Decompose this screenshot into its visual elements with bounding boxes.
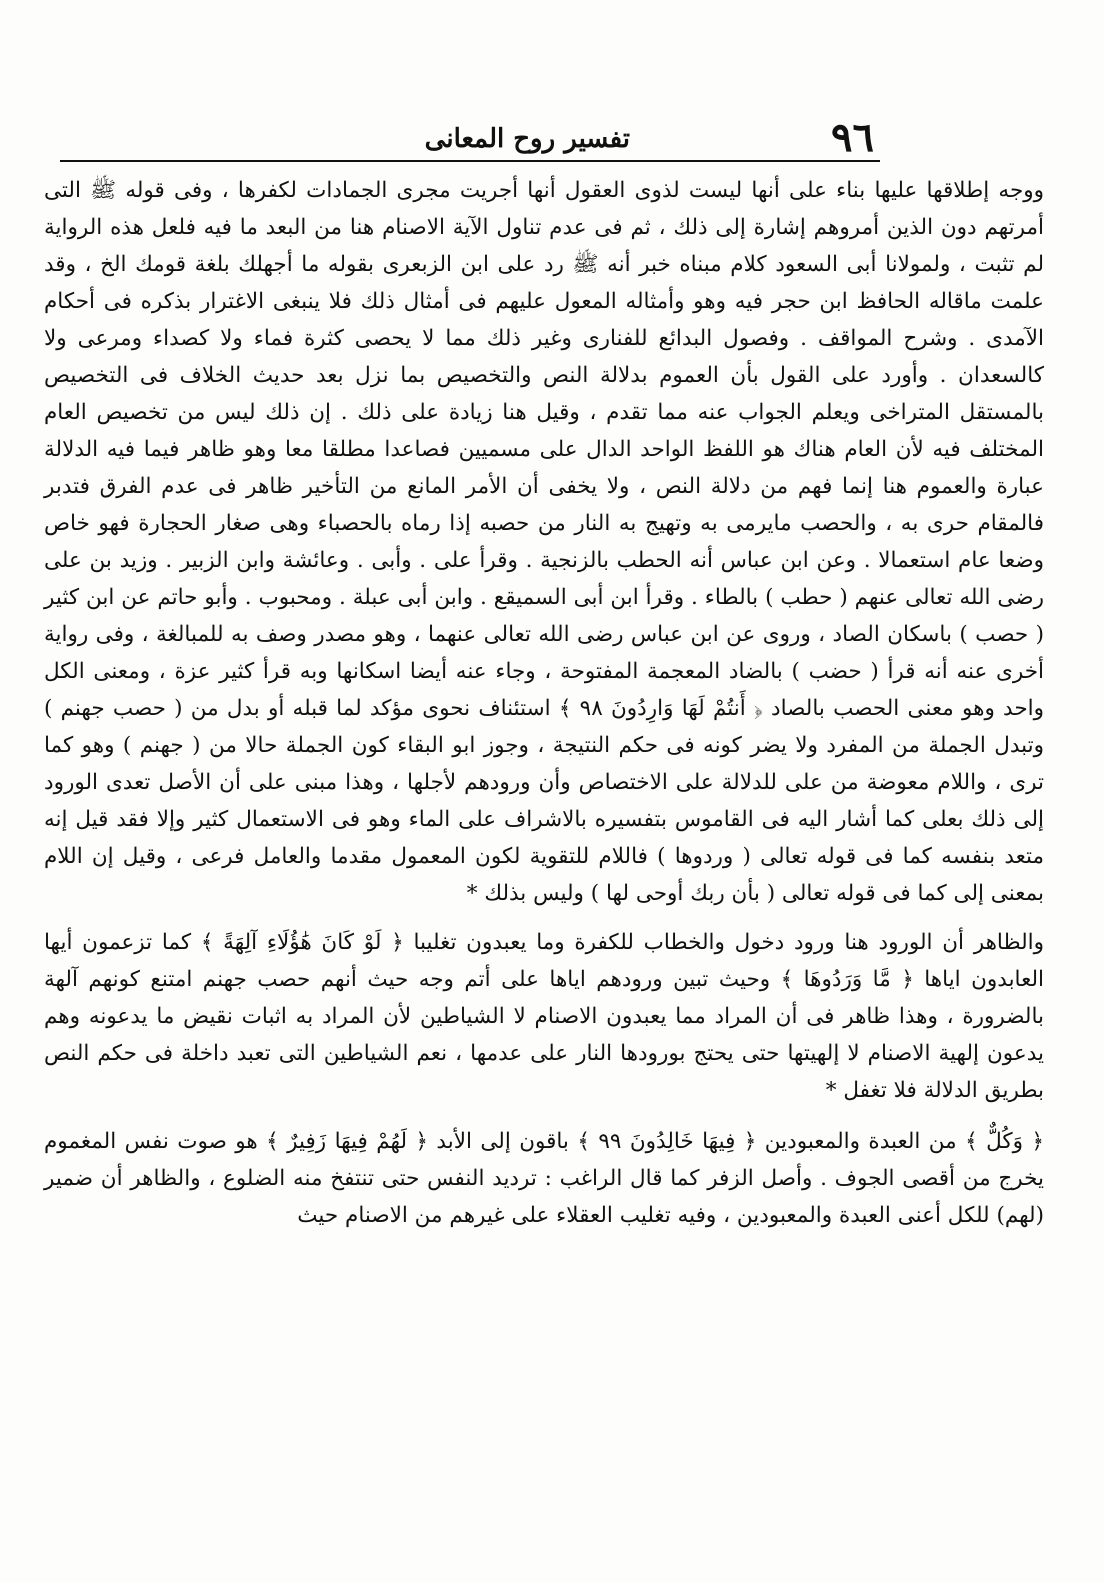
page-number: ٩٦ [831,114,874,161]
page-header [60,112,880,162]
header-rule [60,160,880,162]
paragraph-2: والظاهر أن الورود هنا ورود دخول والخطاب للكفرة وما يعبدون تغليبا ﴿ لَوْ كَانَ هَٰؤُلَاءِ آلِهَةً ﴾ كما تزعمون أيها العابدون اياها ﴿ مَّا وَرَدُوهَا ﴾ وحيث تبين ورودهم اياها على أتم وجه حيث أنهم حصب جهنم امتنع كونهم آلهة بالضرورة ، وهذا ظاهر فى أن المراد مما يعبدون الاصنام لا الشياطين لأن المراد به اثبات نقيض ما يدعونه وهم يدعون إلهية الاصنام لا إلهيتها حتى يحتج بورودها النار على عدمها ، نعم الشياطين التى تعبد داخلة فى حكم النص بطريق الدلالة فلا تغفل * [44,930,1044,1103]
paragraph-1: ووجه إطلاقها عليها بناء على أنها ليست لذوى العقول أنها أجريت مجرى الجمادات لكفرها ، وفى قوله ﷺ التى أمرتهم دون الذين أمروهم إشارة إلى ذلك ، ثم فى عدم تناول الآية الاصنام هنا من البعد ما فيه فلعل هذه الرواية لم تثبت ، ولمولانا أبى السعود كلام مبناه خبر أنه ﷺ رد على ابن الزبعرى بقوله ما أجهلك بلغة قومك الخ ، وقد علمت ماقاله الحافظ ابن حجر فيه وهو وأمثاله المعول عليهم فى أمثال ذلك فلا ينبغى الاغترار بذكره فى أحكام الآمدى . وشرح المواقف . وفصول البدائع للفنارى وغير ذلك مما لا يحصى كثرة فماء ولا كصداء ومرعى ولا كالسعدان . وأورد على القول بأن العموم بدلالة النص والتخصيص بما نزل بعد حديث الخلاف فى التخصيص بالمستقل المتراخى ويعلم الجواب عنه مما تقدم ، وقيل هنا زيادة على ذلك . إن ذلك ليس من تخصيص العام المختلف فيه لأن العام هناك هو اللفظ الواحد الدال على مسميين فصاعدا مطلقا معا وهو ظاهر فيما فيه الدلالة عبارة والعموم هنا إنما فهم من دلالة النص ، ولا يخفى أن الأمر المانع من التأخير ظاهر فى عدم الفرق فتدبر فالمقام حرى به ، والحصب مايرمى به وتهيج به النار من حصبه إذا رماه بالحصباء وهى صغار الحجارة فهو خاص وضعا عام استعمالا . وعن ابن عباس أنه الحطب بالزنجية . وقرأ على . وأبى . وعائشة وابن الزبير . وزيد بن على رضى الله تعالى عنهم ( حطب ) بالطاء . وقرأ ابن أبى السميقع . وابن أبى عبلة . ومحبوب . وأبو حاتم عن ابن كثير ( حصب ) باسكان الصاد ، وروى عن ابن عباس رضى الله تعالى عنهما ، وهو مصدر وصف به للمبالغة ، وفى رواية أخرى عنه أنه قرأ ( حضب ) بالضاد المعجمة المفتوحة ، وجاء عنه أيضا اسكانها وبه قرأ كثير عزة ، ومعنى الكل واحد وهو معنى الحصب بالصاد ﴿ أَنتُمْ لَهَا وَارِدُونَ ٩٨ ﴾ استئناف نحوى مؤكد لما قبله أو بدل من ( حصب جهنم ) وتبدل الجملة من المفرد ولا يضر كونه فى حكم النتيجة ، وجوز ابو البقاء كون الجملة حالا من ( جهنم ) وهو كما ترى ، واللام معوضة من على للدلالة على الاختصاص وأن ورودهم لأجلها ، وهذا مبنى على أن الأصل تعدى الورود إلى ذلك بعلى كما أشار اليه فى القاموس بتفسيره بالاشراف على الماء وهو فى الاستعمال كثير وإلا فقد قيل إنه متعد بنفسه كما فى قوله تعالى ( وردوها ) فاللام للتقوية لكون المعمول مقدما والعامل فرعى ، وقيل إن اللام بمعنى إلى كما فى قوله تعالى ( بأن ربك أوحى لها ) وليس بذلك * [44,178,1044,906]
body-text [44,172,1044,1234]
running-title: تفسير روح المعانى [424,124,630,154]
paragraph-3: ﴿ وَكُلٌّ ﴾ من العبدة والمعبودين ﴿ فِيهَا خَالِدُونَ ٩٩ ﴾ باقون إلى الأبد ﴿ لَهُمْ فِيهَا زَفِيرٌ ﴾ هو صوت نفس المغموم يخرج من أقصى الجوف . وأصل الزفر كما قال الراغب : ترديد النفس حتى تنتفخ منه الضلوع ، والظاهر أن ضمير (لهم) للكل أعنى العبدة والمعبودين ، وفيه تغليب العقلاء على غيرهم من الاصنام حيث [44,1129,1044,1228]
